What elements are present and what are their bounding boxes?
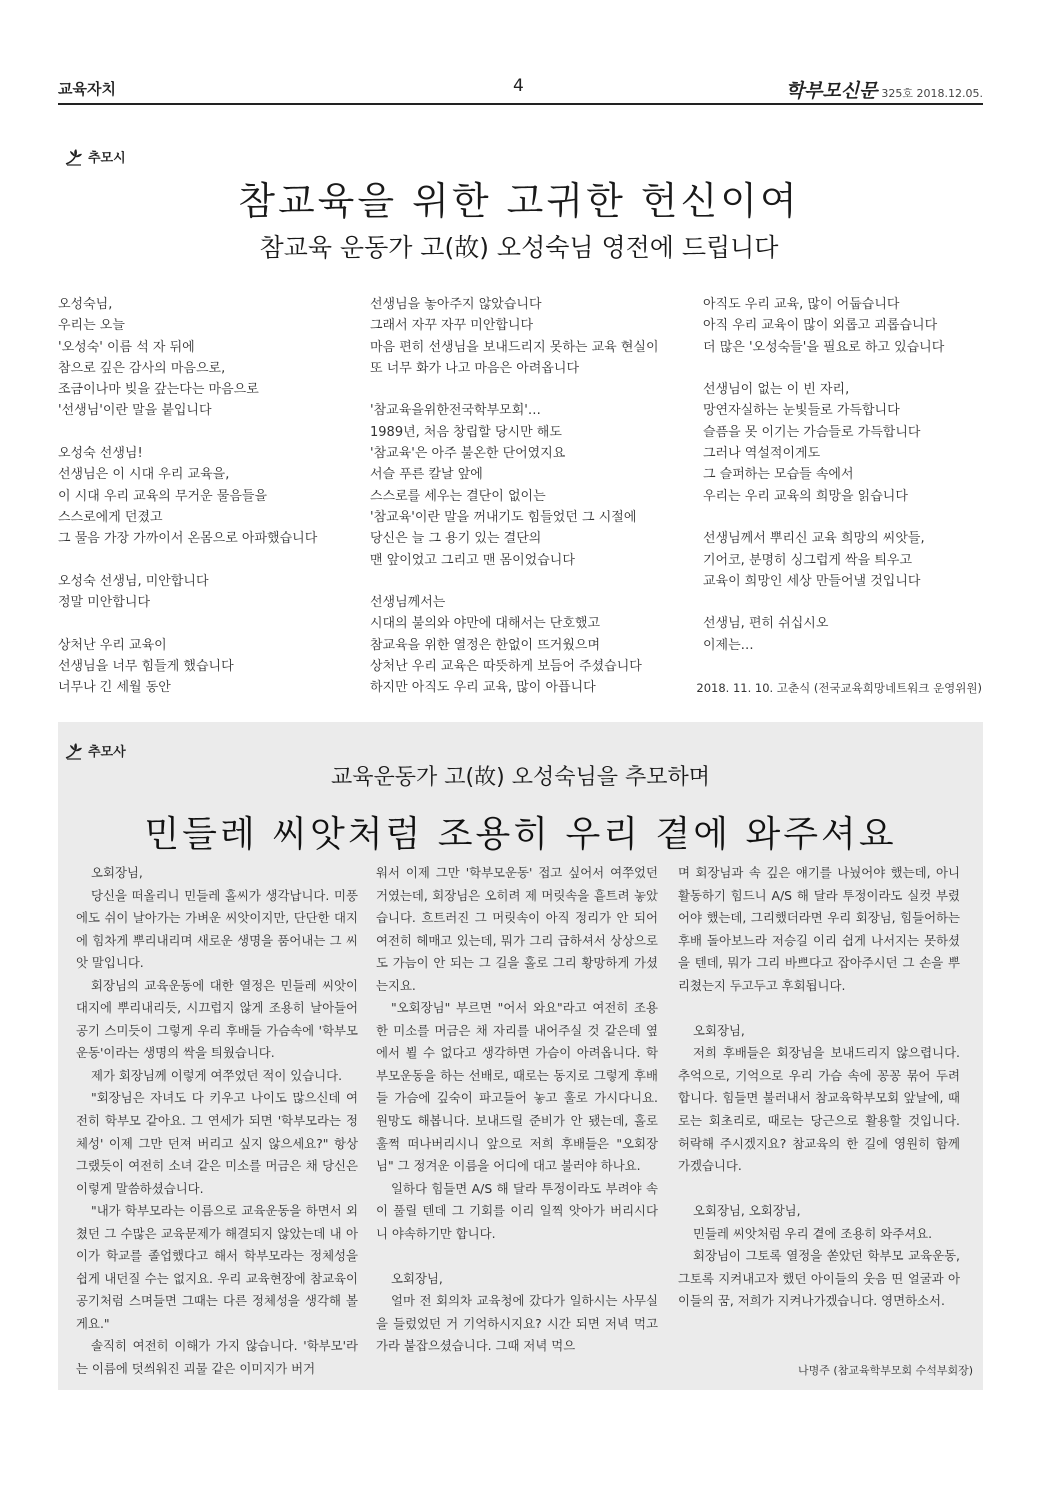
poem-line: 망연자실하는 눈빛들로 가득합니다 <box>703 403 900 419</box>
eulogy-credit: 나명주 (참교육학부모회 수석부회장) <box>798 1364 973 1377</box>
eulogy-paragraph: 일하다 힘들면 A/S 해 달라 투정이라도 부려야 속이 풀릴 텐데 그 기회를 이리 일찍 앗아가 버리시다니 야속하기만 합니다. <box>376 1180 658 1241</box>
poem-line: 우리는 우리 교육의 희망을 읽습니다 <box>703 488 908 504</box>
eulogy-paragraph: 워서 이제 그만 '학부모운동' 접고 싶어서 여쭈었던 거였는데, 회장님은 오히려 제 머릿속을 흩트려 놓았습니다. 흐트러진 그 머릿속이 아직 정리가 안 되어 여전히 헤매고 있는데, 뭐가 그리 급하셔서 상상으로도 가늠이 안 되는 그 길을 홀로 그리 황망하게 가셨는지요. <box>376 865 658 993</box>
eulogy-subtitle: 교육운동가 고(故) 오성숙님을 추모하며 <box>331 765 710 790</box>
poem-line: 시대의 불의와 야만에 대해서는 단호했고 <box>370 616 601 632</box>
poem-line: 스스로에게 던졌고 <box>58 509 163 525</box>
poem-line: 그래서 자꾸 자꾸 미안합니다 <box>370 318 534 334</box>
header-rule <box>58 103 983 105</box>
stanza-break <box>58 422 317 443</box>
flower-icon <box>64 148 84 166</box>
poem-line: 교육이 희망인 세상 만들어낼 것입니다 <box>703 573 921 589</box>
poem-line: 스스로를 세우는 결단이 없이는 <box>370 488 546 504</box>
poem-line: 1989년, 처음 창립할 당시만 해도 <box>370 424 562 440</box>
eulogy-paragraph: 오회장님, <box>391 1270 443 1286</box>
page-header <box>58 76 983 102</box>
page-number: 4 <box>513 76 524 96</box>
poem-line: 이제는… <box>703 637 754 653</box>
poem-line: 선생님이 없는 이 빈 자리, <box>703 382 850 398</box>
poem-line: 이 시대 우리 교육의 무거운 물음들을 <box>58 488 268 504</box>
poem-column-1 <box>58 294 317 699</box>
poem-section-tag <box>64 147 126 166</box>
poem-line: '오성숙' 이름 석 자 뒤에 <box>58 339 195 355</box>
poem-line: 선생님을 놓아주지 않았습니다 <box>370 297 542 312</box>
eulogy-box <box>58 722 983 1390</box>
poem-line: 선생님께서는 <box>370 595 446 611</box>
poem-line: 오성숙 선생님, 미안합니다 <box>58 573 209 589</box>
poem-line: 또 너무 화가 나고 마음은 아려옵니다 <box>370 360 580 376</box>
section-name: 교육자치 <box>58 80 116 98</box>
poem-line: 맨 앞이었고 그리고 맨 몸이었습니다 <box>370 552 575 568</box>
poem-line: 마음 편히 선생님을 보내드리지 못하는 교육 현실이 <box>370 339 659 355</box>
eulogy-column-2 <box>376 862 658 1358</box>
eulogy-paragraph: 당신을 떠올리니 민들레 홀씨가 생각납니다. 미풍에도 쉬이 날아가는 가벼운 씨앗이지만, 단단한 대지에 힘차게 뿌리내리며 새로운 생명을 품어내는 그 씨앗 말입니다. <box>76 887 358 971</box>
poem-line: 정말 미안합니다 <box>58 595 151 611</box>
stanza-break <box>703 592 944 613</box>
poem-line: '선생님'이란 말을 붙입니다 <box>58 403 212 419</box>
stanza-break <box>370 571 659 592</box>
poem-column-3 <box>703 294 944 656</box>
eulogy-paragraph: 저희 후배들은 회장님을 보내드리지 않으렵니다. 추억으로, 기억으로 우리 가슴 속에 꽁꽁 묶어 두려 합니다. 힘들면 불러내서 참교육학부모회 앞날에, 때로는 회초리로, 때로는 당근으로 활용할 것입니다. 허락해 주시겠지요? 참교육의 한 길에 영원히 함께 가겠습니다. <box>678 1045 960 1174</box>
poem-subtitle: 참교육 운동가 고(故) 오성숙님 영전에 드립니다 <box>259 233 779 262</box>
stanza-break <box>370 379 659 400</box>
eulogy-paragraph: 오회장님, 오회장님, <box>693 1203 801 1219</box>
poem-line: 상처난 우리 교육은 따뜻하게 보듬어 주셨습니다 <box>370 659 642 675</box>
poem-line: 그러나 역설적이게도 <box>703 446 821 462</box>
poem-column-2 <box>370 294 659 699</box>
stanza-break <box>58 613 317 634</box>
poem-line: 너무나 긴 세월 동안 <box>58 680 171 696</box>
stanza-break <box>58 550 317 571</box>
eulogy-section-tag <box>64 741 126 760</box>
poem-line: 아직 우리 교육이 많이 외롭고 괴롭습니다 <box>703 318 938 334</box>
eulogy-paragraph: 민들레 씨앗처럼 우리 곁에 조용히 와주셔요. <box>693 1225 933 1241</box>
eulogy-paragraph: 회장님의 교육운동에 대한 열정은 민들레 씨앗이 대지에 뿌리내리듯, 시끄럽지 않게 조용히 날아들어 공기 스미듯이 그렇게 우리 후배들 가슴속에 '학부모운동'이라는 생명의 싹을 틔웠습니다. <box>76 977 358 1061</box>
poem-line: 슬픔을 못 이기는 가슴들로 가득합니다 <box>703 424 921 440</box>
poem-line: 그 물음 가장 가까이서 온몸으로 아파했습니다 <box>58 531 318 547</box>
poem-credit: 2018. 11. 10. 고춘식 (전국교육희망네트워크 운영위원) <box>696 681 982 695</box>
poem-line: 조금이나마 빚을 갚는다는 마음으로 <box>58 382 259 398</box>
poem-line: 오성숙 선생님! <box>58 446 143 462</box>
poem-line: 서슬 푸른 칼날 앞에 <box>370 467 483 483</box>
poem-line: '참교육을위한전국학부모회'… <box>370 403 541 419</box>
poem-line: 상처난 우리 교육이 <box>58 637 167 653</box>
poem-line: 선생님을 너무 힘들게 했습니다 <box>58 659 234 675</box>
eulogy-paragraph: 며 회장님과 속 깊은 얘기를 나눴어야 했는데, 아니 활동하기 힘드니 A/S 해 달라 투정이라도 실컷 부렸어야 했는데, 그리했더라면 우리 회장님, 힘들어하는 후배 돌아보느라 저승길 이리 쉽게 나서지는 못하셨을 텐데, 뭐가 그리 바쁘다고 잡아주시던 그 손을 뿌리쳤는지 두고두고 후회됩니다. <box>678 865 960 993</box>
eulogy-paragraph: "회장님은 자녀도 다 키우고 나이도 많으신데 여전히 학부모 같아요. 그 연세가 되면 '학부모라는 정체성' 이제 그만 던져 버리고 싶지 않으세요?" 항상 그랬듯이 여전히 소녀 같은 미소를 머금은 채 당신은 이렇게 말씀하셨습니다. <box>76 1090 358 1196</box>
poem-line: 당신은 늘 그 용기 있는 결단의 <box>370 531 542 547</box>
poem-line: 아직도 우리 교육, 많이 어둡습니다 <box>703 297 900 312</box>
masthead <box>786 76 983 103</box>
poem-line: 선생님께서 뿌리신 교육 희망의 씨앗들, <box>703 531 925 547</box>
poem-line: '참교육'이란 말을 꺼내기도 힘들었던 그 시절에 <box>370 509 637 525</box>
poem-line: 더 많은 '오성숙들'을 필요로 하고 있습니다 <box>703 339 945 355</box>
poem-line: 하지만 아직도 우리 교육, 많이 아픕니다 <box>370 680 596 696</box>
eulogy-paragraph: 제가 회장님께 이렇게 여쭈었던 적이 있습니다. <box>91 1067 343 1083</box>
poem-line: 선생님, 편히 쉬십시오 <box>703 616 829 632</box>
issue-date: 325호 2018.12.05. <box>881 87 983 100</box>
eulogy-paragraph: "내가 학부모라는 이름으로 교육운동을 하면서 외쳤던 그 수많은 교육문제가 해결되지 않았는데 내 아이가 학교를 졸업했다고 해서 학부모라는 정체성을 쉽게 내던질 수는 없지요. 우리 교육현장에 참교육이 공기처럼 스며들면 그때는 다른 정체성을 생각해 볼게요." <box>76 1203 358 1331</box>
eulogy-paragraph: 오회장님, <box>693 1022 745 1038</box>
eulogy-tag-label: 추모사 <box>88 745 126 760</box>
eulogy-paragraph: 회장님이 그토록 열정을 쏟았던 학부모 교육운동, 그토록 지켜내고자 했던 아이들의 웃음 띤 얼굴과 아이들의 꿈, 저희가 지켜나가겠습니다. 영면하소서. <box>678 1248 960 1309</box>
poem-line: 오성숙님, <box>58 297 113 312</box>
newspaper-logo: 학부모신문 <box>785 80 878 102</box>
poem-title: 참교육을 위한 고귀한 헌신이여 <box>238 179 800 223</box>
poem-line: 그 슬퍼하는 모습들 속에서 <box>703 467 854 483</box>
eulogy-paragraph: "오회장님" 부르면 "어서 와요"라고 여전히 조용한 미소를 머금은 채 자리를 내어주실 것 같은데 옆에서 뵐 수 없다고 생각하면 가슴이 아려옵니다. 학부모운동을 하는 선배로, 때로는 동지로 그렇게 후배들 가슴에 깊숙이 파고들어 놓고 훌로 가시다니요. 원망도 해봅니다. 보내드릴 준비가 안 됐는데, 홀로 훌쩍 떠나버리시니 앞으로 저희 후배들은 "오회장님" 그 정겨운 이름을 어디에 대고 불러야 하나요. <box>376 1000 658 1174</box>
stanza-break <box>703 358 944 379</box>
flower-icon <box>64 742 84 760</box>
eulogy-column-1 <box>76 862 358 1381</box>
poem-line: 참교육을 위한 열정은 한없이 뜨거웠으며 <box>370 637 601 653</box>
eulogy-column-3 <box>678 862 960 1313</box>
poem-line: 선생님은 이 시대 우리 교육을, <box>58 467 230 483</box>
poem-line: '참교육'은 아주 불온한 단어였지요 <box>370 446 566 462</box>
eulogy-paragraph: 솔직히 여전히 이해가 가지 않습니다. '학부모'라는 이름에 덧씌워진 괴물 같은 이미지가 버거 <box>76 1338 358 1377</box>
stanza-break <box>703 507 944 528</box>
poem-tag-label: 추모시 <box>88 151 126 166</box>
poem-line: 우리는 오늘 <box>58 318 125 334</box>
eulogy-title: 민들레 씨앗처럼 조용히 우리 곁에 와주셔요 <box>144 814 897 855</box>
poem-line: 기어코, 분명히 싱그럽게 싹을 틔우고 <box>703 552 913 568</box>
poem-line: 참으로 깊은 감사의 마음으로, <box>58 360 226 376</box>
eulogy-paragraph: 얼마 전 회의차 교육청에 갔다가 일하시는 사무실을 들렀었던 거 기억하시지요? 시간 되면 저녁 먹고 가라 붙잡으셨습니다. 그때 저녁 먹으 <box>376 1293 658 1354</box>
eulogy-paragraph: 오회장님, <box>91 865 143 880</box>
